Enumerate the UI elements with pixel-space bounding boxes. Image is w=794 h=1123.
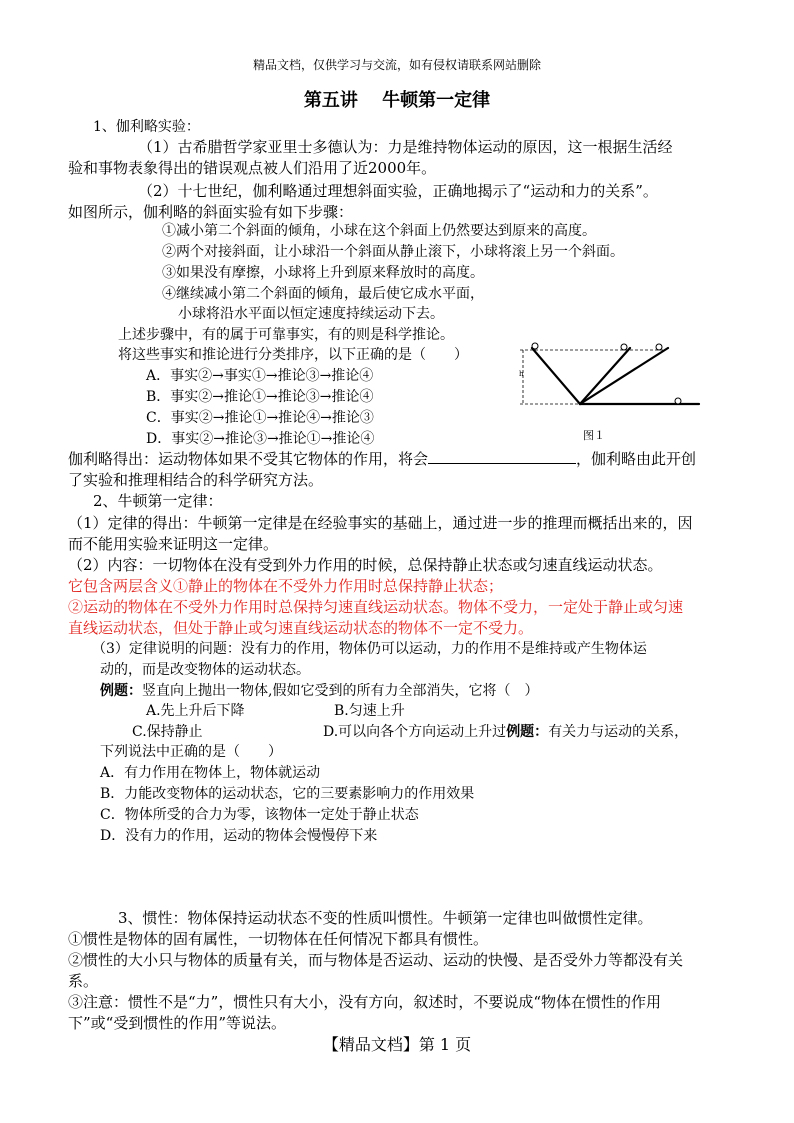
page-footer: 【精品文档】第 1 页: [322, 1035, 472, 1054]
ball-icon-start: [532, 343, 538, 349]
s1-note-1: 上述步骤中，有的属于可靠事实，有的则是科学推论。: [118, 327, 454, 343]
s1-para1-line2: 验和事物表象得出的错误观点被人们沿用了近2000年。: [68, 159, 437, 177]
s2-para1-line1: （1）定律的得出：牛顿第一定律是在经验事实的基础上，通过进一步的推理而概括出来的，因: [68, 514, 693, 532]
example2-option-c: C．物体所受的合力为零，该物体一定处于静止状态: [100, 807, 419, 823]
conclusion-text-a: 伽利略得出：运动物体如果不受其它物体的作用，将会: [68, 450, 429, 468]
s2-para3-line2: 动的，而是改变物体的运动状态。: [100, 662, 310, 678]
example1-option-a: A.先上升后下降: [146, 703, 245, 719]
example1-option-d-line: [323, 723, 688, 741]
step-4-line1: ④继续减小第二个斜面的倾角，最后使它成水平面，: [162, 286, 484, 302]
inertia-point-3-line1: ③注意：惯性不是“力”，惯性只有大小，没有方向，叙述时，不要说成“物体在惯性的作用: [68, 993, 662, 1011]
s2-para2: （2）内容：一切物体在没有受到外力作用的时候，总保持静止状态或匀速直线运动状态。: [68, 556, 663, 574]
example1-text: 竖直向上抛出一物体,假如它受到的所有力全部消失，它将（ ）: [142, 683, 539, 699]
incline-diagram: [518, 338, 702, 414]
ball-icon-incline2: [621, 344, 627, 350]
s2-para3-line1: （3）定律说明的问题：没有力的作用，物体仍可以运动，力的作用不是维持或产生物体运: [92, 641, 647, 657]
fill-in-blank: [428, 449, 576, 464]
inertia-point-2-line2: 系。: [68, 972, 99, 990]
example2-option-b: B．力能改变物体的运动状态，它的三要素影响力的作用效果: [100, 786, 475, 802]
section2-heading: 2、牛顿第一定律：: [93, 492, 223, 510]
example2-text: 有关力与运动的关系，: [548, 724, 689, 740]
inertia-point-1: ①惯性是物体的固有属性，一切物体在任何情况下都具有惯性。: [68, 930, 489, 948]
example2-question-cont: 下列说法中正确的是（ ）: [100, 744, 282, 760]
example1-option-c: C.保持静止: [132, 724, 203, 740]
step-1: ①减小第二个斜面的倾角，小球在这个斜面上仍然要达到原来的高度。: [162, 223, 596, 239]
example1-option-d: D.可以向各个方向运动上升过: [323, 724, 507, 740]
section1-heading: 1、伽利略实验：: [93, 119, 200, 135]
step-4-line2: 小球将沿水平面以恒定速度持续运动下去。: [178, 306, 444, 322]
example2-label: 例题：: [506, 724, 549, 740]
option-d: D．事实②→推论③→推论①→推论④: [146, 431, 375, 447]
s1-conclusion-line2: 了实验和推理相结合的科学研究方法。: [68, 471, 324, 489]
example1-option-b: B.匀速上升: [334, 703, 405, 719]
incline-surfaces: [532, 348, 699, 404]
conclusion-text-b: ，伽利略由此开创: [576, 450, 697, 468]
option-b: B．事实②→推论①→推论③→推论④: [146, 389, 374, 405]
s1-para1-line1: （1）古希腊哲学家亚里士多德认为：力是维持物体运动的原因，这一根据生活经: [138, 138, 673, 156]
example2-option-a: A．有力作用在物体上，物体就运动: [100, 765, 321, 781]
s1-para2-line1: （2）十七世纪，伽利略通过理想斜面实验，正确地揭示了“运动和力的关系”。: [138, 182, 658, 200]
ball-icon-incline3: [656, 344, 662, 350]
s1-para2-line2: 如图所示，伽利略的斜面实验有如下步骤：: [68, 203, 354, 221]
step-2: ②两个对接斜面，让小球沿一个斜面从静止滚下，小球将滚上另一个斜面。: [162, 244, 624, 260]
height-label: h: [519, 370, 524, 378]
s2-red-line3: 直线运动状态，但处于静止或匀速直线运动状态的物体不一定不受力。: [68, 619, 534, 637]
page-title: 第五讲 牛顿第一定律: [303, 90, 491, 111]
s2-red-line1: 它包含两层含义①静止的物体在不受外力作用时总保持静止状态；: [68, 577, 504, 595]
example2-option-d: D．没有力的作用，运动的物体会慢慢停下来: [100, 828, 378, 844]
inertia-point-2-line1: ②惯性的大小只与物体的质量有关，而与物体是否运动、运动的快慢、是否受外力等都没有关: [68, 951, 684, 969]
figure-caption: 图１: [583, 429, 605, 442]
s1-question: 将这些事实和推论进行分类排序，以下正确的是（ ）: [118, 347, 468, 363]
section3-heading: 3、惯性：物体保持运动状态不变的性质叫惯性。牛顿第一定律也叫做惯性定律。: [118, 909, 653, 927]
s1-conclusion-line1: [68, 449, 696, 469]
option-a: A．事实②→事实①→推论③→推论④: [146, 368, 374, 384]
s2-red-line2: ②运动的物体在不受外力作用时总保持匀速直线运动状态。物体不受力，一定处于静止或匀速: [68, 598, 684, 616]
s2-para1-line2: 而不能用实验来证明这一定律。: [68, 535, 279, 553]
inertia-point-3-line2: 下”或“受到惯性的作用”等说法。: [68, 1014, 287, 1032]
option-c: C．事实②→推论①→推论④→推论③: [146, 410, 374, 426]
step-3: ③如果没有摩擦，小球将上升到原来释放时的高度。: [162, 265, 484, 281]
example1-question: [100, 682, 538, 700]
ball-icon-flat: [675, 398, 681, 404]
page-header: 精品文档，仅供学习与交流，如有侵权请联系网站删除: [252, 58, 541, 72]
example1-label: 例题：: [100, 683, 142, 699]
